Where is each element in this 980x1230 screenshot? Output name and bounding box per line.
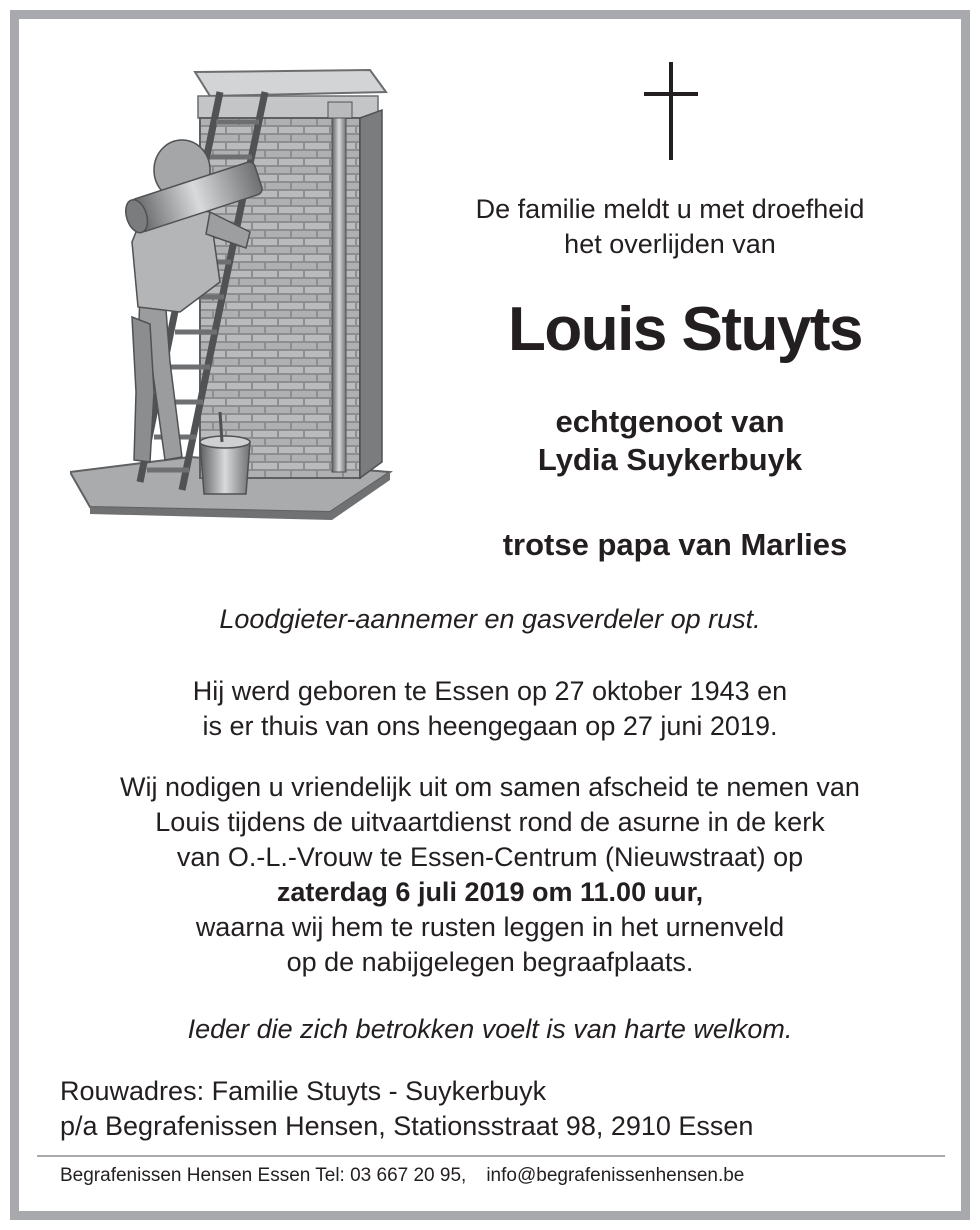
plumber-statue-illustration <box>70 62 395 522</box>
mourning-address <box>60 1074 753 1144</box>
welcome-line: Ieder die zich betrokken voelt is van harte welkom. <box>187 1014 793 1044</box>
invite-line-1: Wij nodigen u vriendelijk uit om samen afscheid te nemen van <box>120 772 860 802</box>
invite-line-3: van O.-L.-Vrouw te Essen-Centrum (Nieuwstraat) op <box>176 842 804 872</box>
deceased-name: Louis Stuyts <box>507 295 863 364</box>
intro-line-2: het overlijden van <box>564 229 776 259</box>
intro-line-1: De familie meldt u met droefheid <box>475 194 865 224</box>
footer-divider <box>37 1155 945 1157</box>
cross-icon <box>640 62 704 160</box>
life-dates <box>0 674 980 744</box>
profession-line: Loodgieter-aannemer en gasverdeler op rust. <box>219 604 761 634</box>
footer-email-link[interactable]: info@begrafenissenhensen.be <box>486 1165 745 1186</box>
invite-line-5: waarna wij hem te rusten leggen in het urnenveld <box>195 912 785 942</box>
service-date: zaterdag 6 juli 2019 om 11.00 uur, <box>276 877 704 907</box>
invite-line-2: Louis tijdens de uitvaartdienst rond de asurne in de kerk <box>155 807 825 837</box>
intro-text <box>430 192 910 262</box>
life-line-2: is er thuis van ons heengegaan op 27 juni 2019. <box>202 711 778 741</box>
spouse-line-1: echtgenoot van <box>555 404 785 439</box>
invite-line-6: op de nabijgelegen begraafplaats. <box>286 947 694 977</box>
address-line-1: Rouwadres: Familie Stuyts - Suykerbuyk <box>60 1076 547 1106</box>
spouse-line-2: Lydia Suykerbuyk <box>537 442 803 477</box>
funeral-invitation <box>0 770 980 980</box>
address-line-2: p/a Begrafenissen Hensen, Stationsstraat 98, 2910 Essen <box>60 1111 754 1141</box>
life-line-1: Hij werd geboren te Essen op 27 oktober 1943 en <box>192 676 788 706</box>
footer-company: Begrafenissen Hensen Essen Tel: 03 667 20 95, <box>60 1165 467 1186</box>
parent-line: trotse papa van Marlies <box>502 527 848 562</box>
spouse-block <box>430 403 910 479</box>
footer <box>60 1165 744 1187</box>
